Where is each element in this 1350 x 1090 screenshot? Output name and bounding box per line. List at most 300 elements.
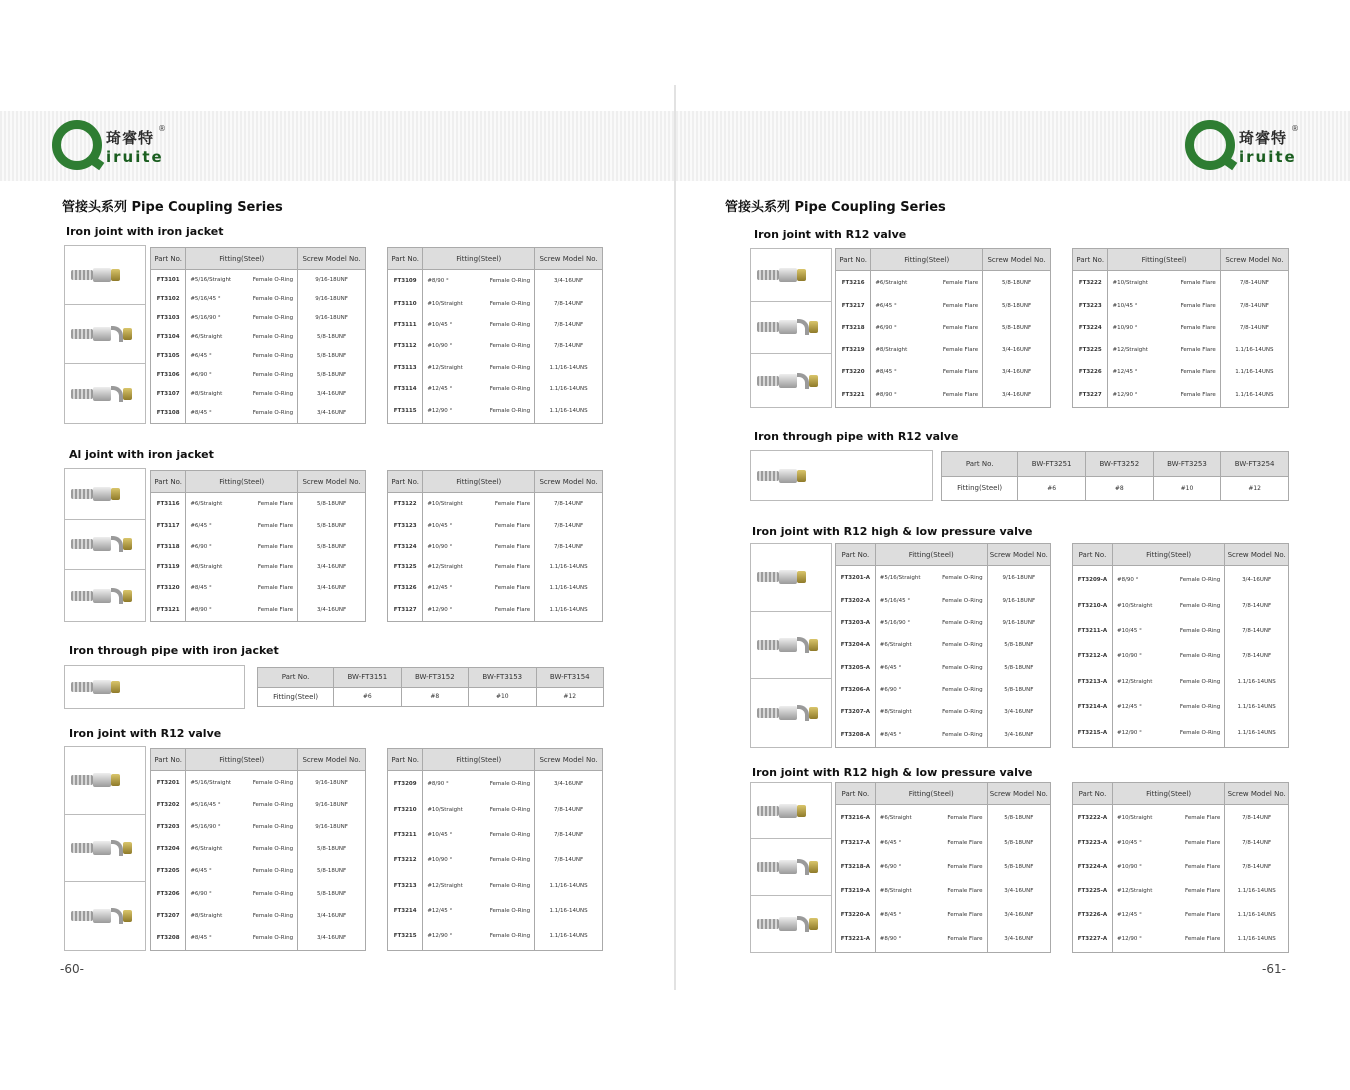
screw-cell: 3/4-16UNF <box>987 701 1050 723</box>
size-text: #6/Straight <box>190 846 223 853</box>
type-text: Female Flare <box>1180 347 1216 354</box>
part-no-cell: FT3203-A <box>836 612 876 634</box>
page-number-right: -61- <box>1262 962 1286 976</box>
nut-icon <box>123 328 132 340</box>
fitting-pair <box>427 365 530 371</box>
screw-cell: 1.1/16-14UNS <box>1220 339 1288 361</box>
type-text: Female Flare <box>494 564 531 571</box>
type-text: Female O-Ring <box>489 364 531 371</box>
type-text: Female O-Ring <box>489 300 531 307</box>
fitting-cell <box>186 346 298 365</box>
ferrule-icon <box>779 570 797 584</box>
product-photo-column <box>750 450 933 501</box>
type-text: Female Flare <box>947 887 983 894</box>
product-photo <box>751 783 831 839</box>
table-row <box>151 905 366 927</box>
fitting-header: Fitting(Steel) <box>186 471 298 493</box>
type-text: Female O-Ring <box>942 620 983 627</box>
fitting-cell <box>1108 317 1220 339</box>
fitting-cell <box>186 838 298 860</box>
type-text: Female O-Ring <box>252 868 294 875</box>
table-row <box>151 883 366 905</box>
part-no-cell: FT3206-A <box>836 679 876 701</box>
type-text: Female Flare <box>942 324 979 331</box>
page-title-right: 管接头系列 Pipe Coupling Series <box>725 200 946 215</box>
screw-cell: 3/4-16UNF <box>298 557 366 578</box>
screw-cell: 1.1/16-14UNS <box>535 599 603 622</box>
fitting-pair <box>880 665 983 671</box>
hose-icon <box>71 682 93 692</box>
size-text: #6/45 ° <box>879 839 902 846</box>
type-text: Female Flare <box>947 839 983 846</box>
screw-cell: 5/8-18UNF <box>298 365 366 384</box>
fitting-icon <box>71 588 132 604</box>
fitting-cell <box>875 831 987 855</box>
fitting-cell <box>186 270 298 290</box>
part-no-cell: FT3204-A <box>836 634 876 656</box>
fitting-cell <box>1112 644 1224 669</box>
fitting-cell <box>875 566 987 590</box>
table-row <box>1073 903 1289 927</box>
ferrule-icon <box>779 917 797 931</box>
hose-icon <box>71 911 93 921</box>
table-row <box>836 590 1051 612</box>
model-cell: #10 <box>1153 476 1221 501</box>
size-text: #12/45 ° <box>427 386 453 393</box>
fitting-pair <box>880 840 983 846</box>
fitting-pair <box>427 501 530 507</box>
type-text: Female O-Ring <box>489 932 531 939</box>
type-text: Female O-Ring <box>489 278 531 285</box>
fitting-pair <box>880 598 983 604</box>
screw-cell: 9/16-18UNF <box>298 309 366 328</box>
ferrule-icon <box>93 537 111 551</box>
fitting-header: Fitting(Steel) <box>423 248 535 270</box>
fitting-cell <box>186 515 298 536</box>
type-text: Female Flare <box>947 863 983 870</box>
row-label: Part No. <box>258 668 334 688</box>
table-row <box>1073 566 1289 594</box>
part-no-cell: FT3211 <box>388 823 423 848</box>
fitting-icon <box>71 773 120 787</box>
screw-cell: 1.1/16-14UNS <box>535 898 603 923</box>
type-text: Female O-Ring <box>942 664 983 671</box>
part-no-cell: FT3207 <box>151 905 186 927</box>
part-no-cell: FT3227-A <box>1073 927 1113 953</box>
fitting-pair <box>875 392 978 398</box>
screw-cell: 5/8-18UNF <box>983 295 1051 317</box>
nut-icon <box>809 321 818 333</box>
fitting-cell <box>1108 361 1220 383</box>
table-header-row <box>151 749 366 771</box>
type-text: Female O-Ring <box>489 807 531 814</box>
table-row <box>151 838 366 860</box>
hose-icon <box>757 322 779 332</box>
part-no-cell: FT3101 <box>151 270 186 290</box>
fitting-cell <box>186 557 298 578</box>
model-cell: #12 <box>1221 476 1289 501</box>
size-text: #12/Straight <box>427 364 463 371</box>
size-text: #10/45 ° <box>427 321 453 328</box>
table-row <box>388 493 603 516</box>
fitting-pair <box>190 410 293 416</box>
part-no-header: Part No. <box>151 471 186 493</box>
part-no-header: Part No. <box>1073 783 1113 805</box>
screw-cell: 9/16-18UNF <box>298 290 366 309</box>
screw-cell: 1.1/16-14UNS <box>1225 695 1289 720</box>
part-no-header: Part No. <box>151 749 186 771</box>
table-row <box>1073 295 1289 317</box>
fitting-icon <box>757 804 806 818</box>
size-text: #10/90 ° <box>1116 653 1142 660</box>
table-row <box>388 599 603 622</box>
fitting-pair <box>880 687 983 693</box>
type-text: Female Flare <box>1180 392 1216 399</box>
fitting-icon <box>71 326 132 342</box>
size-text: #10/90 ° <box>1116 863 1142 870</box>
size-text: #12/90 ° <box>427 932 453 939</box>
size-text: #10/90 ° <box>427 857 453 864</box>
type-text: Female Flare <box>1180 324 1216 331</box>
elbow-icon <box>111 908 123 924</box>
part-no-cell: FT3223-A <box>1073 831 1113 855</box>
fitting-icon <box>71 487 120 501</box>
nut-icon <box>797 571 806 583</box>
part-no-cell: FT3103 <box>151 309 186 328</box>
type-text: Female O-Ring <box>252 296 294 303</box>
screw-cell: 7/8-14UNF <box>535 848 603 873</box>
table-row <box>151 515 366 536</box>
spec-table <box>1072 543 1289 748</box>
size-text: #12/45 ° <box>1116 911 1142 918</box>
nut-icon <box>809 639 818 651</box>
part-no-cell: FT3109 <box>388 270 423 293</box>
size-text: #8/45 ° <box>190 935 212 942</box>
fitting-pair <box>427 585 530 591</box>
fitting-header: Fitting(Steel) <box>1108 249 1220 271</box>
part-no-cell: FT3222-A <box>1073 805 1113 831</box>
brand-cn: 琦睿特 <box>106 129 155 147</box>
fitting-header: Fitting(Steel) <box>423 749 535 771</box>
brand-en: iruite <box>106 148 164 166</box>
size-text: #8/Straight <box>875 347 908 354</box>
size-text: #6/90 ° <box>190 890 212 897</box>
fitting-cell <box>1112 669 1224 694</box>
part-no-cell: FT3108 <box>151 403 186 424</box>
type-text: Female Flare <box>494 501 531 508</box>
fitting-cell <box>1112 855 1224 879</box>
fitting-icon <box>757 705 818 721</box>
size-text: #6/90 ° <box>190 543 212 550</box>
screw-cell: 3/4-16UNF <box>987 723 1050 747</box>
fitting-pair <box>190 353 293 359</box>
part-no-header: Part No. <box>388 248 423 270</box>
size-text: #10/Straight <box>427 501 463 508</box>
fitting-cell <box>875 590 987 612</box>
fitting-pair <box>190 780 293 786</box>
screw-header: Screw Model No. <box>298 248 366 270</box>
screw-cell: 1.1/16-14UNS <box>535 873 603 898</box>
fitting-pair <box>427 883 530 889</box>
fitting-cell <box>875 679 987 701</box>
type-text: Female Flare <box>257 585 294 592</box>
nut-icon <box>797 269 806 281</box>
screw-cell: 7/8-14UNF <box>1225 593 1289 618</box>
table-row <box>151 493 366 516</box>
size-text: #8/90 ° <box>879 936 902 943</box>
part-no-cell: FT3209-A <box>1073 566 1113 594</box>
fitting-cell <box>875 805 987 831</box>
fitting-pair <box>1117 679 1220 685</box>
screw-cell: 1.1/16-14UNS <box>535 557 603 578</box>
fitting-cell <box>875 855 987 879</box>
table-row <box>151 328 366 347</box>
fitting-pair <box>880 709 983 715</box>
fitting-header: Fitting(Steel) <box>423 471 535 493</box>
hose-icon <box>757 376 779 386</box>
fitting-pair <box>1117 628 1220 634</box>
fitting-cell <box>871 339 983 361</box>
screw-cell: 9/16-18UNF <box>987 590 1050 612</box>
fitting-pair <box>1112 392 1215 398</box>
screw-cell: 7/8-14UNF <box>535 336 603 357</box>
hose-icon <box>757 270 779 280</box>
size-text: #6/45 ° <box>875 302 897 309</box>
brand-logo-right <box>1185 120 1299 172</box>
size-text: #8/90 ° <box>1116 576 1139 583</box>
type-text: Female O-Ring <box>252 935 294 942</box>
size-text: #6/90 ° <box>875 324 897 331</box>
row-label: Fitting(Steel) <box>258 687 334 707</box>
screw-cell: 3/4-16UNF <box>983 339 1051 361</box>
type-text: Female O-Ring <box>1179 576 1221 583</box>
type-text: Female Flare <box>1185 911 1221 918</box>
fitting-cell <box>875 723 987 747</box>
type-text: Female O-Ring <box>252 409 294 416</box>
table-row <box>836 612 1051 634</box>
table-row <box>388 357 603 378</box>
part-no-cell: FT3214-A <box>1073 695 1113 720</box>
fitting-header: Fitting(Steel) <box>875 783 987 805</box>
part-no-header: Part No. <box>1073 249 1108 271</box>
part-no-header: Part No. <box>836 783 876 805</box>
fitting-pair <box>427 408 530 414</box>
fitting-cell <box>1112 805 1224 831</box>
section-title: Iron joint with R12 valve <box>754 228 907 241</box>
size-text: #8/90 ° <box>190 606 212 613</box>
q-logo-icon <box>52 120 102 170</box>
type-text: Female O-Ring <box>1179 729 1221 736</box>
model-cell: #12 <box>536 687 603 707</box>
size-text: #6/Straight <box>875 279 908 286</box>
size-text: #12/45 ° <box>1112 369 1138 376</box>
screw-cell: 1.1/16-14UNS <box>1225 903 1289 927</box>
size-text: #8/45 ° <box>879 732 902 739</box>
part-no-header: Part No. <box>388 749 423 771</box>
table-row <box>151 536 366 557</box>
part-no-header: Part No. <box>836 544 876 566</box>
hose-icon <box>71 843 93 853</box>
table-row <box>836 361 1051 383</box>
fitting-cell <box>875 903 987 927</box>
hose-icon <box>71 489 93 499</box>
fitting-icon <box>71 386 132 402</box>
type-text: Female Flare <box>1185 839 1221 846</box>
fitting-pair <box>190 523 293 529</box>
part-no-cell: FT3127 <box>388 599 423 622</box>
size-text: #12/Straight <box>1112 347 1148 354</box>
fitting-cell <box>423 422 535 424</box>
fitting-pair <box>1112 369 1215 375</box>
fitting-icon <box>757 637 818 653</box>
nut-icon <box>111 488 120 500</box>
part-no-cell: FT3216 <box>836 271 871 295</box>
size-text: #8/Straight <box>190 390 223 397</box>
fitting-pair <box>427 523 530 529</box>
ferrule-icon <box>93 387 111 401</box>
model-cell: BW-FT3154 <box>536 668 603 688</box>
screw-cell: 5/8-18UNF <box>987 656 1050 678</box>
part-no-cell <box>388 422 423 424</box>
type-text: Female Flare <box>494 543 531 550</box>
fitting-cell <box>871 271 983 295</box>
fitting-cell <box>875 656 987 678</box>
type-text: Female O-Ring <box>1179 678 1221 685</box>
elbow-icon <box>797 637 809 653</box>
size-text: #12/90 ° <box>1116 936 1142 943</box>
part-no-cell: FT3224-A <box>1073 855 1113 879</box>
type-text: Female O-Ring <box>252 912 294 919</box>
product-photo <box>65 305 145 364</box>
part-no-cell: FT3220 <box>836 361 871 383</box>
fitting-cell <box>423 314 535 335</box>
screw-header: Screw Model No. <box>983 249 1051 271</box>
model-cell: BW-FT3253 <box>1153 452 1221 477</box>
fitting-pair <box>1112 303 1215 309</box>
fitting-cell <box>423 536 535 557</box>
product-photo <box>751 451 932 500</box>
fitting-pair <box>190 372 293 378</box>
table-row <box>1073 927 1289 953</box>
fitting-pair <box>880 575 983 581</box>
type-text: Female Flare <box>947 814 983 821</box>
fitting-pair <box>427 933 530 939</box>
type-text: Female Flare <box>1180 302 1216 309</box>
nut-icon <box>809 375 818 387</box>
fitting-cell <box>186 771 298 795</box>
size-text: #5/16/90 ° <box>879 620 911 627</box>
fitting-pair <box>190 334 293 340</box>
table-header-row <box>151 248 366 270</box>
size-text: #10/Straight <box>1112 279 1148 286</box>
screw-cell: 9/16-18UNF <box>298 771 366 795</box>
product-photo <box>65 815 145 883</box>
fitting-cell <box>1108 383 1220 407</box>
ferrule-icon <box>93 841 111 855</box>
fitting-pair <box>1117 888 1220 894</box>
elbow-icon <box>797 916 809 932</box>
size-text: #10/45 ° <box>427 832 453 839</box>
hose-icon <box>757 919 779 929</box>
size-text: #8/45 ° <box>875 369 897 376</box>
table-row <box>151 927 366 951</box>
table-row <box>388 873 603 898</box>
screw-cell: 3/4-16UNF <box>1225 566 1289 594</box>
size-text: #12/Straight <box>427 564 463 571</box>
model-value-row <box>942 476 1289 501</box>
hose-icon <box>757 471 779 481</box>
brand-cn: 琦睿特 <box>1239 129 1288 147</box>
screw-cell: 3/4-16UNF <box>535 270 603 293</box>
type-text: Female Flare <box>494 585 531 592</box>
part-no-cell: FT3202-A <box>836 590 876 612</box>
part-no-cell: FT3226-A <box>1073 903 1113 927</box>
fitting-pair <box>880 815 983 821</box>
spec-table <box>150 748 366 951</box>
screw-cell: 1.1/16-14UNS <box>1225 720 1289 745</box>
table-header-row <box>1073 249 1289 271</box>
row-label: Part No. <box>942 452 1018 477</box>
type-text: Female O-Ring <box>489 321 531 328</box>
screw-cell: 7/8-14UNF <box>1220 271 1288 295</box>
fitting-pair <box>875 303 978 309</box>
table-row <box>836 701 1051 723</box>
part-no-cell: FT3203 <box>151 816 186 838</box>
part-no-cell: FT3207-A <box>836 701 876 723</box>
part-no-cell: FT3122 <box>388 493 423 516</box>
ferrule-icon <box>93 680 111 694</box>
screw-cell: 5/8-18UNF <box>987 855 1050 879</box>
size-text: #12/45 ° <box>427 907 453 914</box>
part-no-cell: FT3216-A <box>836 805 876 831</box>
product-photo <box>751 679 831 747</box>
fitting-pair <box>190 315 293 321</box>
table-row <box>151 599 366 622</box>
size-text: #5/16/Straight <box>190 276 232 283</box>
fitting-pair <box>427 781 530 787</box>
section-title: Iron through pipe with iron jacket <box>69 644 279 657</box>
screw-cell: 1.1/16-14UNS <box>1225 927 1289 953</box>
table-header-row <box>151 471 366 493</box>
product-photo <box>751 612 831 680</box>
part-no-cell: FT3126 <box>388 578 423 599</box>
hose-icon <box>71 329 93 339</box>
hose-icon <box>757 806 779 816</box>
ferrule-icon <box>93 909 111 923</box>
product-photo-column <box>64 746 146 951</box>
screw-cell <box>535 948 603 950</box>
screw-cell: 5/8-18UNF <box>987 805 1050 831</box>
nut-icon <box>111 269 120 281</box>
product-photo-column <box>750 248 832 408</box>
q-logo-icon <box>1185 120 1235 170</box>
size-text: #5/16/Straight <box>879 574 921 581</box>
fitting-pair <box>1112 325 1215 331</box>
screw-cell: 5/8-18UNF <box>298 838 366 860</box>
type-text: Female O-Ring <box>942 597 983 604</box>
part-no-cell: FT3107 <box>151 384 186 403</box>
table-row <box>1073 720 1289 745</box>
fitting-pair <box>880 864 983 870</box>
screw-cell: 3/4-16UNF <box>298 905 366 927</box>
table-row <box>151 557 366 578</box>
table-row <box>836 634 1051 656</box>
fitting-pair <box>190 544 293 550</box>
size-text: #8/Straight <box>879 887 912 894</box>
screw-cell: 7/8-14UNF <box>535 314 603 335</box>
part-no-cell: FT3104 <box>151 328 186 347</box>
screw-cell: 7/8-14UNF <box>1225 831 1289 855</box>
